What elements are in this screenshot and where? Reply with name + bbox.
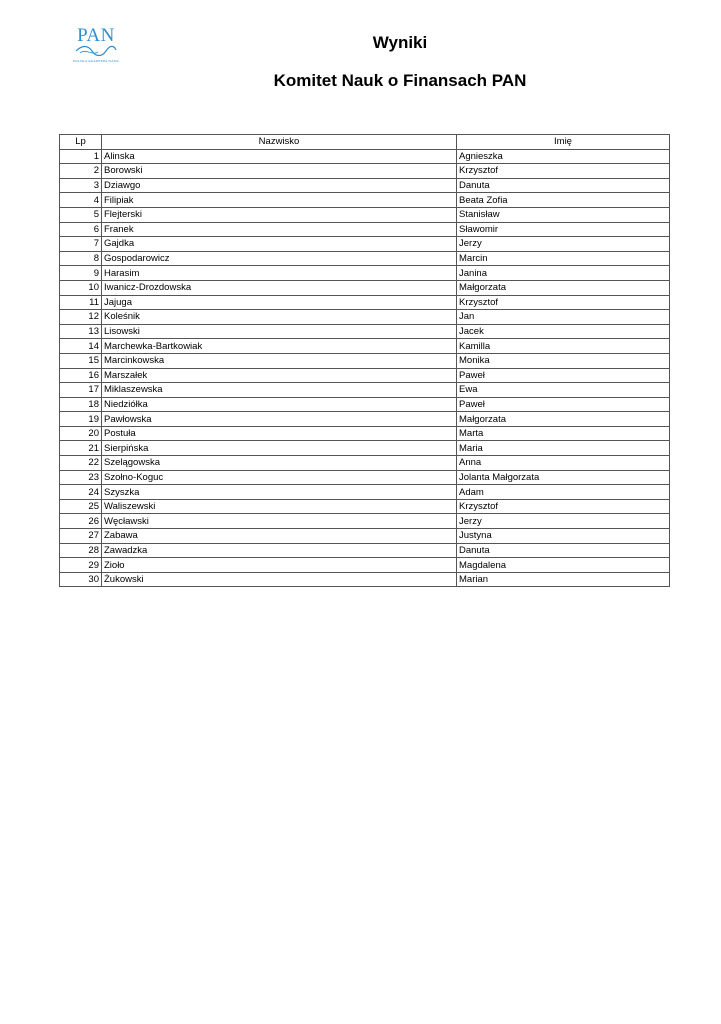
- table-row: [60, 412, 670, 427]
- cell-lp: 16: [60, 368, 102, 383]
- cell-nazwisko: Flejterski: [102, 207, 457, 222]
- cell-nazwisko: Marcinkowska: [102, 353, 457, 368]
- cell-imie: Paweł: [457, 397, 670, 412]
- cell-nazwisko: Jajuga: [102, 295, 457, 310]
- cell-nazwisko: Gospodarowicz: [102, 251, 457, 266]
- table-row: [60, 470, 670, 485]
- cell-imie: Jan: [457, 310, 670, 325]
- cell-nazwisko: Borowski: [102, 164, 457, 179]
- cell-nazwisko: Filipiak: [102, 193, 457, 208]
- cell-nazwisko: Postuła: [102, 426, 457, 441]
- cell-lp: 18: [60, 397, 102, 412]
- cell-imie: Justyna: [457, 529, 670, 544]
- page-title: Wyniki: [372, 33, 428, 52]
- column-header-imie: Imię: [457, 135, 670, 150]
- cell-nazwisko: Harasim: [102, 266, 457, 281]
- cell-nazwisko: Szołno-Koguc: [102, 470, 457, 485]
- cell-lp: 10: [60, 280, 102, 295]
- table-row: [60, 499, 670, 514]
- cell-lp: 14: [60, 339, 102, 354]
- cell-imie: Krzysztof: [457, 295, 670, 310]
- cell-lp: 28: [60, 543, 102, 558]
- table-row: [60, 485, 670, 500]
- cell-imie: Maria: [457, 441, 670, 456]
- table-row: [60, 558, 670, 573]
- cell-nazwisko: Szelągowska: [102, 456, 457, 471]
- cell-nazwisko: Koleśnik: [102, 310, 457, 325]
- table-row: [60, 353, 670, 368]
- cell-imie: Paweł: [457, 368, 670, 383]
- table-row: [60, 237, 670, 252]
- cell-lp: 27: [60, 529, 102, 544]
- cell-imie: Beata Zofia: [457, 193, 670, 208]
- table-row: [60, 310, 670, 325]
- table-row: [60, 529, 670, 544]
- table-row: [60, 324, 670, 339]
- table-row: [60, 178, 670, 193]
- cell-imie: Agnieszka: [457, 149, 670, 164]
- table-header-row: [60, 135, 670, 150]
- cell-lp: 19: [60, 412, 102, 427]
- table-row: [60, 456, 670, 471]
- cell-lp: 25: [60, 499, 102, 514]
- cell-imie: Marian: [457, 572, 670, 587]
- cell-lp: 26: [60, 514, 102, 529]
- cell-lp: 7: [60, 237, 102, 252]
- table-row: [60, 339, 670, 354]
- column-header-nazwisko: Nazwisko: [102, 135, 457, 150]
- table-row: [60, 397, 670, 412]
- cell-imie: Danuta: [457, 178, 670, 193]
- cell-imie: Jolanta Małgorzata: [457, 470, 670, 485]
- cell-lp: 22: [60, 456, 102, 471]
- cell-nazwisko: Marszałek: [102, 368, 457, 383]
- table-row: [60, 149, 670, 164]
- table-row: [60, 207, 670, 222]
- cell-nazwisko: Alinska: [102, 149, 457, 164]
- table-row: [60, 295, 670, 310]
- logo-subtitle: POLSKA AKADEMIA NAUK: [73, 59, 119, 63]
- cell-lp: 3: [60, 178, 102, 193]
- cell-imie: Magdalena: [457, 558, 670, 573]
- cell-nazwisko: Miklaszewska: [102, 383, 457, 398]
- cell-imie: Jerzy: [457, 514, 670, 529]
- cell-imie: Janina: [457, 266, 670, 281]
- table-row: [60, 222, 670, 237]
- table-row: [60, 426, 670, 441]
- cell-lp: 9: [60, 266, 102, 281]
- results-table: [59, 134, 670, 587]
- cell-nazwisko: Węcławski: [102, 514, 457, 529]
- cell-lp: 1: [60, 149, 102, 164]
- cell-lp: 2: [60, 164, 102, 179]
- cell-lp: 12: [60, 310, 102, 325]
- cell-imie: Anna: [457, 456, 670, 471]
- cell-imie: Jacek: [457, 324, 670, 339]
- cell-lp: 5: [60, 207, 102, 222]
- cell-lp: 6: [60, 222, 102, 237]
- cell-nazwisko: Iwanicz-Drozdowska: [102, 280, 457, 295]
- table-row: [60, 193, 670, 208]
- cell-imie: Kamilla: [457, 339, 670, 354]
- cell-imie: Jerzy: [457, 237, 670, 252]
- table-row: [60, 514, 670, 529]
- cell-imie: Małgorzata: [457, 280, 670, 295]
- column-header-lp: Lp: [60, 135, 102, 150]
- cell-imie: Stanisław: [457, 207, 670, 222]
- cell-nazwisko: Sierpińska: [102, 441, 457, 456]
- table-row: [60, 543, 670, 558]
- cell-lp: 15: [60, 353, 102, 368]
- cell-nazwisko: Zabawa: [102, 529, 457, 544]
- cell-nazwisko: Lisowski: [102, 324, 457, 339]
- table-row: [60, 164, 670, 179]
- cell-lp: 30: [60, 572, 102, 587]
- cell-imie: Krzysztof: [457, 164, 670, 179]
- cell-imie: Adam: [457, 485, 670, 500]
- cell-nazwisko: Pawłowska: [102, 412, 457, 427]
- table-row: [60, 251, 670, 266]
- cell-lp: 4: [60, 193, 102, 208]
- cell-nazwisko: Dziawgo: [102, 178, 457, 193]
- cell-imie: Marcin: [457, 251, 670, 266]
- table-row: [60, 383, 670, 398]
- cell-imie: Małgorzata: [457, 412, 670, 427]
- table-row: [60, 266, 670, 281]
- table-row: [60, 441, 670, 456]
- cell-imie: Ewa: [457, 383, 670, 398]
- cell-imie: Danuta: [457, 543, 670, 558]
- cell-lp: 24: [60, 485, 102, 500]
- cell-nazwisko: Zioło: [102, 558, 457, 573]
- table-row: [60, 368, 670, 383]
- cell-nazwisko: Zawadzka: [102, 543, 457, 558]
- cell-imie: Marta: [457, 426, 670, 441]
- cell-nazwisko: Żukowski: [102, 572, 457, 587]
- cell-imie: Krzysztof: [457, 499, 670, 514]
- cell-nazwisko: Szyszka: [102, 485, 457, 500]
- cell-imie: Monika: [457, 353, 670, 368]
- cell-nazwisko: Gajdka: [102, 237, 457, 252]
- cell-nazwisko: Marchewka-Bartkowiak: [102, 339, 457, 354]
- cell-lp: 29: [60, 558, 102, 573]
- cell-imie: Sławomir: [457, 222, 670, 237]
- cell-lp: 13: [60, 324, 102, 339]
- cell-nazwisko: Franek: [102, 222, 457, 237]
- logo-text: PAN: [77, 25, 115, 46]
- page-subtitle: Komitet Nauk o Finansach PAN: [273, 71, 527, 90]
- cell-nazwisko: Niedziółka: [102, 397, 457, 412]
- cell-lp: 21: [60, 441, 102, 456]
- table-row: [60, 280, 670, 295]
- cell-lp: 20: [60, 426, 102, 441]
- cell-lp: 8: [60, 251, 102, 266]
- cell-lp: 11: [60, 295, 102, 310]
- table-row: [60, 572, 670, 587]
- table-body: [60, 149, 670, 587]
- cell-nazwisko: Waliszewski: [102, 499, 457, 514]
- cell-lp: 17: [60, 383, 102, 398]
- cell-lp: 23: [60, 470, 102, 485]
